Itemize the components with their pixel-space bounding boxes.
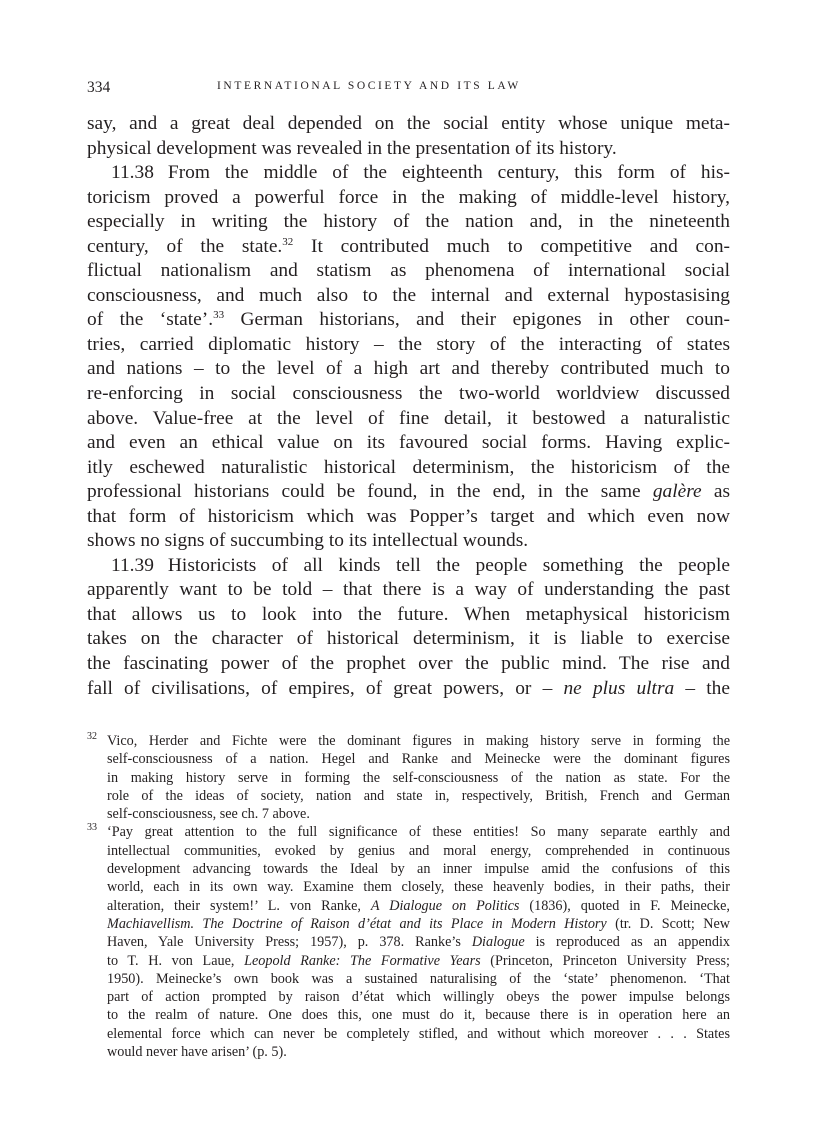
footnote-line: self-consciousness of a nation. Hegel and Ranke and Meinecke were the dominant figures: [107, 751, 730, 768]
text-span: century, of the state.: [87, 235, 283, 257]
text-line: and even an ethical value on its favoured social forms. Having explic-: [87, 432, 730, 454]
footnote-line: world, each in its own way. Examine them closely, these heavenly bodies, in their paths, their: [107, 879, 730, 896]
paragraph-11-38: [87, 161, 730, 554]
text-line: especially in writing the history of the nation and, in the nineteenth: [87, 211, 730, 233]
footnote-line: elemental force which can never be completely stifled, and without which moreover . . . States: [107, 1025, 730, 1042]
text-line: the fascinating power of the prophet over the public mind. The rise and: [87, 653, 730, 675]
text-span: Historicists of all kinds tell the people something the people: [167, 554, 730, 576]
text-line: that allows us to look into the future. When metaphysical historicism: [87, 603, 730, 625]
text-span: (1836), quoted in F. Meinecke,: [519, 897, 730, 914]
text-span: to T. H. von Laue,: [107, 952, 245, 969]
text-span: It contributed much to competitive and con-: [293, 235, 730, 257]
footnote-number: 32: [87, 731, 97, 742]
italic-title: Leopold Ranke: The Formative Years: [244, 952, 481, 969]
text-line: above. Value-free at the level of fine detail, it bestowed a naturalistic: [87, 407, 730, 429]
text-line: toricism proved a powerful force in the making of middle-level history,: [87, 186, 730, 208]
text-span: – the: [674, 677, 730, 699]
footnote-line: role of the ideas of society, nation and state in, respectively, British, French and German: [107, 787, 730, 804]
text-span: professional historians could be found, in the end, in the same: [87, 481, 653, 503]
text-line: [87, 235, 730, 260]
text-line: takes on the character of historical determinism, it is liable to exercise: [87, 628, 730, 650]
text-line: tries, carried diplomatic history – the story of the interacting of states: [87, 333, 730, 355]
text-line: [87, 677, 730, 702]
footnote-line: in making history serve in forming the self-consciousness of the nation as state. For the: [107, 769, 730, 786]
paragraph-number: 11.38: [111, 162, 154, 184]
footnote-33: [87, 823, 730, 1061]
footnote-line: part of action prompted by raison d’état which willingly obeys the power impulse belongs: [107, 989, 730, 1006]
italic-title: Machiavellism. The Doctrine of Raison d’état and its Place in Modern History: [107, 915, 607, 932]
footnote-line: would never have arisen’ (p. 5).: [107, 1044, 287, 1061]
text-line: [87, 480, 730, 505]
text-span: fall of civilisations, of empires, of great powers, or –: [87, 677, 564, 699]
text-line: [87, 308, 730, 333]
footnote-line: [107, 915, 730, 933]
text-span: alteration, their system!’ L. von Ranke,: [107, 897, 371, 914]
footnote-line: [107, 933, 730, 951]
footnote-ref-33[interactable]: 33: [213, 309, 225, 322]
text-line: flictual nationalism and statism as phenomena of international social: [87, 260, 730, 282]
text-line: and nations – to the level of a high art and thereby contributed much to: [87, 358, 730, 380]
text-span: of the ‘state’.: [87, 309, 214, 331]
text-span: (tr. D. Scott; New: [606, 915, 730, 932]
text-line: itly eschewed naturalistic historical determinism, the historicism of the: [87, 456, 730, 478]
running-title: INTERNATIONAL SOCIETY AND ITS LAW: [217, 80, 521, 92]
running-header: [87, 79, 730, 101]
text-line: [87, 554, 730, 579]
text-span: Haven, Yale University Press; 1957), p. 378. Ranke’s: [107, 934, 472, 951]
footnote-line: development advancing towards the Ideal by an inner impulse amid the confusions of this: [107, 861, 730, 878]
text-line: re-enforcing in social consciousness the two-world worldview discussed: [87, 383, 730, 405]
footnote-line: 1950). Meinecke’s own book was a sustained naturalising of the ‘state’ phenomenon. ‘That: [107, 970, 730, 987]
footnote-line: [107, 952, 730, 970]
text-span: as: [701, 481, 730, 503]
paragraph-11-39: [87, 554, 730, 701]
footnote-line: ‘Pay great attention to the full significance of these entities! So many separate earthly and: [107, 824, 730, 841]
italic-term: ne plus ultra: [563, 677, 675, 699]
footnote-line: self-consciousness, see ch. 7 above.: [107, 806, 310, 823]
footnote-32: [87, 732, 730, 823]
footnote-number: 33: [87, 822, 97, 834]
text-span: is reproduced as an appendix: [524, 934, 730, 951]
footnote-ref-32[interactable]: 32: [282, 235, 294, 248]
continued-paragraph: [87, 112, 730, 161]
text-line: consciousness, and much also to the internal and external hypostasising: [87, 284, 730, 306]
footnote-line: intellectual communities, evoked by genius and moral energy, comprehended in continuous: [107, 842, 730, 859]
footnote-line: [107, 897, 730, 915]
footnote-line: to the realm of nature. One does this, one must do it, because there is in operation here an: [107, 1007, 730, 1024]
text-line: shows no signs of succumbing to its intellectual wounds.: [87, 530, 529, 552]
text-span: From the middle of the eighteenth century, this form of his-: [167, 162, 730, 184]
text-span: German historians, and their epigones in other coun-: [224, 309, 730, 331]
text-line: [87, 161, 730, 186]
footnotes: [87, 732, 730, 1061]
italic-title: A Dialogue on Politics: [370, 897, 520, 914]
footnote-line: Vico, Herder and Fichte were the dominant figures in making history serve in forming the: [107, 733, 730, 749]
page-number: 334: [87, 79, 111, 96]
paragraph-number: 11.39: [111, 554, 154, 576]
text-line: say, and a great deal depended on the social entity whose unique meta-: [87, 113, 730, 134]
main-text: [87, 112, 730, 701]
italic-term: galère: [652, 481, 702, 503]
text-line: apparently want to be told – that there is a way of understanding the past: [87, 579, 730, 601]
text-line: that form of historicism which was Popper’s target and which even now: [87, 505, 730, 527]
italic-title: Dialogue: [471, 934, 525, 951]
text-span: (Princeton, Princeton University Press;: [480, 952, 731, 969]
text-line: physical development was revealed in the presentation of its history.: [87, 137, 617, 159]
